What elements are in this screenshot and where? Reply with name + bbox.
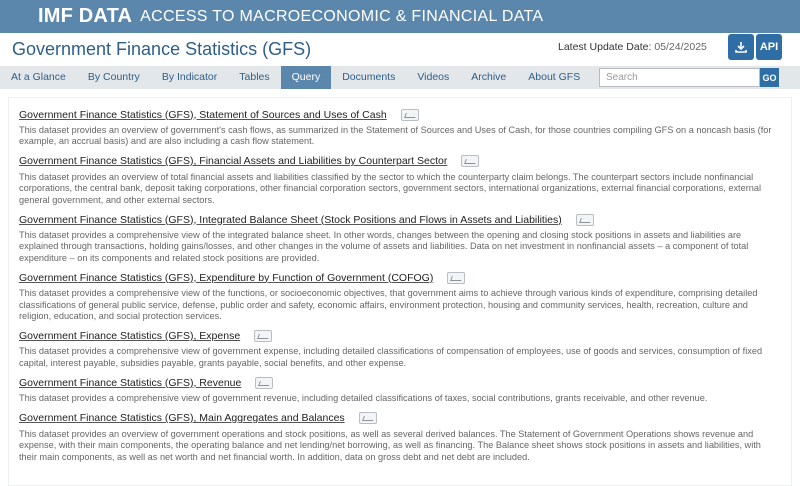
- dataset-description: This dataset provides a comprehensive view of government revenue, including detailed classifications of taxes, social contributions, grants receivable, and other revenue.: [19, 393, 708, 404]
- dataset-description: This dataset provides a comprehensive view of government expense, including detailed classifications of compensation of employees, use of goods and services, consumption of fixed capital, interest payable, subsidies payable, grants payable, social benefits, and other expense.: [19, 346, 763, 368]
- dataset-item: [19, 106, 781, 148]
- update-date: 05/24/2025: [654, 41, 707, 53]
- dataset-description: This dataset provides a comprehensive view of the integrated balance sheet. In other words, changes between the opening and closing stock positions in assets and liabilities are explained through transactions, holding gains/losses, and other changes in the volume of assets and liabilities. Data on net investment in nonfinancial assets – a component of total expenditure – on its components and related stock positions are provided.: [19, 230, 749, 263]
- chart-icon[interactable]: [359, 412, 377, 424]
- page-title: Government Finance Statistics (GFS): [12, 39, 312, 59]
- nav-about-gfs[interactable]: About GFS: [528, 71, 581, 83]
- chart-icon[interactable]: [576, 214, 594, 226]
- search-go-button[interactable]: GO: [760, 68, 779, 87]
- nav-query[interactable]: Query: [281, 66, 332, 89]
- dataset-item: [19, 327, 781, 369]
- dataset-item: [19, 153, 781, 206]
- imf-data-logo[interactable]: IMF DATA: [38, 5, 133, 27]
- update-label: Latest Update Date:: [558, 41, 652, 53]
- download-icon: [734, 40, 748, 54]
- nav-documents[interactable]: Documents: [342, 71, 396, 83]
- nav-by-country[interactable]: By Country: [87, 71, 140, 83]
- nav-at-a-glance[interactable]: At a Glance: [11, 71, 66, 83]
- chart-icon[interactable]: [255, 377, 273, 389]
- top-banner: [0, 0, 800, 33]
- search-box: [599, 68, 779, 87]
- dataset-item: [19, 410, 781, 463]
- dataset-title-link[interactable]: Government Finance Statistics (GFS), Main Aggregates and Balances: [19, 412, 345, 425]
- dataset-description: This dataset provides an overview of total financial assets and liabilities classified by the sector to which the counterparty claim belongs. The counterpart sectors include nonfinancial corporations, the central bank, deposit taking corporations, other financial corporation sectors, government sectors, international organizations, external financial corporations, external general government, and other external sectors.: [19, 171, 762, 205]
- dataset-title-link[interactable]: Government Finance Statistics (GFS), Integrated Balance Sheet (Stock Positions and Flows in Assets and Liabilities): [19, 213, 562, 226]
- dataset-title-link[interactable]: Government Finance Statistics (GFS), Financial Assets and Liabilities by Counterpart Sector: [19, 155, 448, 168]
- dataset-title-link[interactable]: Government Finance Statistics (GFS), Expense: [19, 329, 241, 342]
- dataset-title-link[interactable]: Government Finance Statistics (GFS), Statement of Sources and Uses of Cash: [19, 108, 387, 121]
- chart-icon[interactable]: [401, 109, 419, 121]
- dataset-list: [8, 97, 792, 486]
- dataset-item: [19, 374, 781, 404]
- main-nav: [0, 66, 800, 89]
- latest-update: [558, 41, 707, 53]
- nav-videos[interactable]: Videos: [417, 71, 450, 83]
- nav-archive[interactable]: Archive: [471, 71, 507, 83]
- chart-icon[interactable]: [254, 330, 272, 342]
- dataset-title-link[interactable]: Government Finance Statistics (GFS), Expenditure by Function of Government (COFOG): [19, 271, 434, 284]
- nav-by-indicator[interactable]: By Indicator: [161, 71, 218, 83]
- title-bar: [0, 33, 800, 66]
- dataset-description: This dataset provides a comprehensive view of the functions, or socioeconomic objectives, that government aims to achieve through various kinds of expenditure, comprising detailed classifications of general public service, defense, public order and safety, economic affairs, environment protection, housing and community services, health, recreation, culture and religion, education, and social protection services.: [19, 288, 758, 322]
- chart-icon[interactable]: [447, 272, 465, 284]
- search-input[interactable]: [599, 68, 760, 87]
- dataset-description: This dataset provides an overview of government operations and stock positions, as well as several derived balances. The Statement of Government Operations shows revenue and expense, with their main components, the operating balance and net lending/net borrowing, as well as financing. The Balance sheet shows stock positions in assets and liabilities, with their main components, as well as net worth and net financial worth. In addition, data on gross debt and net debt are included.: [19, 428, 761, 462]
- chart-icon[interactable]: [461, 155, 479, 167]
- download-button[interactable]: [728, 34, 754, 60]
- dataset-item: [19, 269, 781, 322]
- banner-tagline: ACCESS TO MACROECONOMIC & FINANCIAL DATA: [140, 7, 544, 25]
- api-button[interactable]: API: [756, 34, 782, 60]
- dataset-description: This dataset provides an overview of government's cash flows, as summarized in the Statement of Sources and Uses of Cash, for those countries compiling GFS on a noncash basis (for example, an accrual basis) and are also including a cash flow statement.: [19, 125, 772, 147]
- dataset-item: [19, 211, 781, 264]
- dataset-title-link[interactable]: Government Finance Statistics (GFS), Revenue: [19, 376, 242, 389]
- nav-tables[interactable]: Tables: [239, 71, 270, 83]
